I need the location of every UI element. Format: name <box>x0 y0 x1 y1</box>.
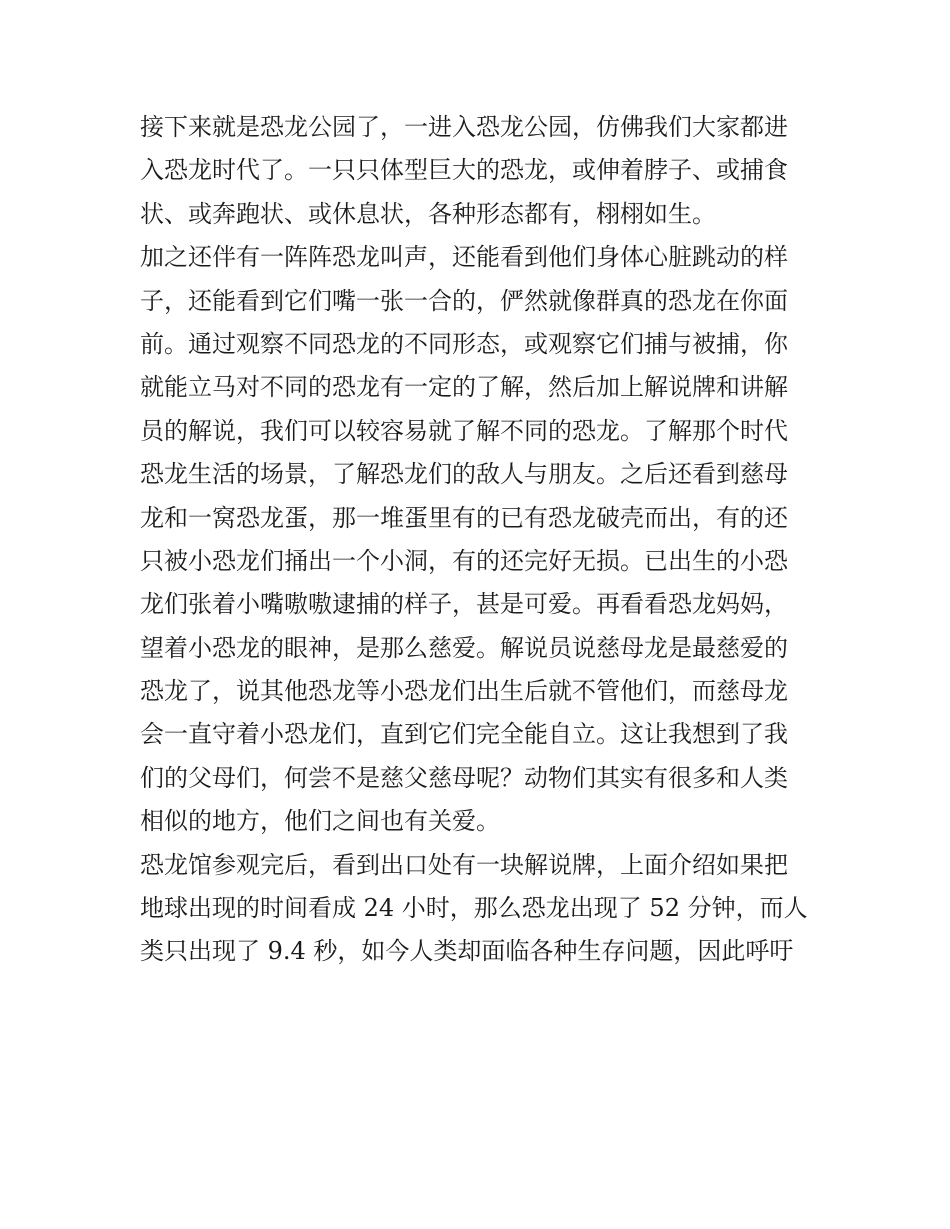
text-line: 就能立马对不同的恐龙有一定的了解，然后加上解说牌和讲解 <box>140 373 788 402</box>
text-line: 恐龙了，说其他恐龙等小恐龙们出生后就不管他们，而慈母龙 <box>140 677 788 706</box>
text-line: 望着小恐龙的眼神，是那么慈爱。解说员说慈母龙是最慈爱的 <box>140 633 788 662</box>
text-line: 状、或奔跑状、或休息状，各种形态都有，栩栩如生。 <box>140 199 716 228</box>
text-line: 加之还伴有一阵阵恐龙叫声，还能看到他们身体心脏跳动的样 <box>140 243 788 272</box>
document-body <box>140 106 812 974</box>
text-line: 入恐龙时代了。一只只体型巨大的恐龙，或伸着脖子、或捕食 <box>140 156 788 185</box>
text-line: 会一直守着小恐龙们，直到它们完全能自立。这让我想到了我 <box>140 720 788 749</box>
text-line: 恐龙生活的场景，了解恐龙们的敌人与朋友。之后还看到慈母 <box>140 460 788 489</box>
text-line: 龙和一窝恐龙蛋，那一堆蛋里有的已有恐龙破壳而出，有的还 <box>140 503 788 532</box>
text-line: 们的父母们，何尝不是慈父慈母呢？动物们其实有很多和人类 <box>140 763 788 792</box>
text-line: 前。通过观察不同恐龙的不同形态，或观察它们捕与被捕，你 <box>140 329 788 358</box>
text-line: 类只出现了 9.4 秒，如今人类却面临各种生存问题，因此呼吁 <box>140 937 794 966</box>
text-line: 龙们张着小嘴嗷嗷逮捕的样子，甚是可爱。再看看恐龙妈妈， <box>140 590 788 619</box>
text-line: 员的解说，我们可以较容易就了解不同的恐龙。了解那个时代 <box>140 416 788 445</box>
text-line: 恐龙馆参观完后，看到出口处有一块解说牌，上面介绍如果把 <box>140 850 788 879</box>
text-line: 地球出现的时间看成 24 小时，那么恐龙出现了 52 分钟，而人 <box>140 894 808 923</box>
text-line: 相似的地方，他们之间也有关爱。 <box>140 807 500 836</box>
text-line: 接下来就是恐龙公园了，一进入恐龙公园，仿佛我们大家都进 <box>140 113 788 141</box>
text-line: 子，还能看到它们嘴一张一合的，俨然就像群真的恐龙在你面 <box>140 286 788 315</box>
text-line: 只被小恐龙们捅出一个小洞，有的还完好无损。已出生的小恐 <box>140 546 788 575</box>
